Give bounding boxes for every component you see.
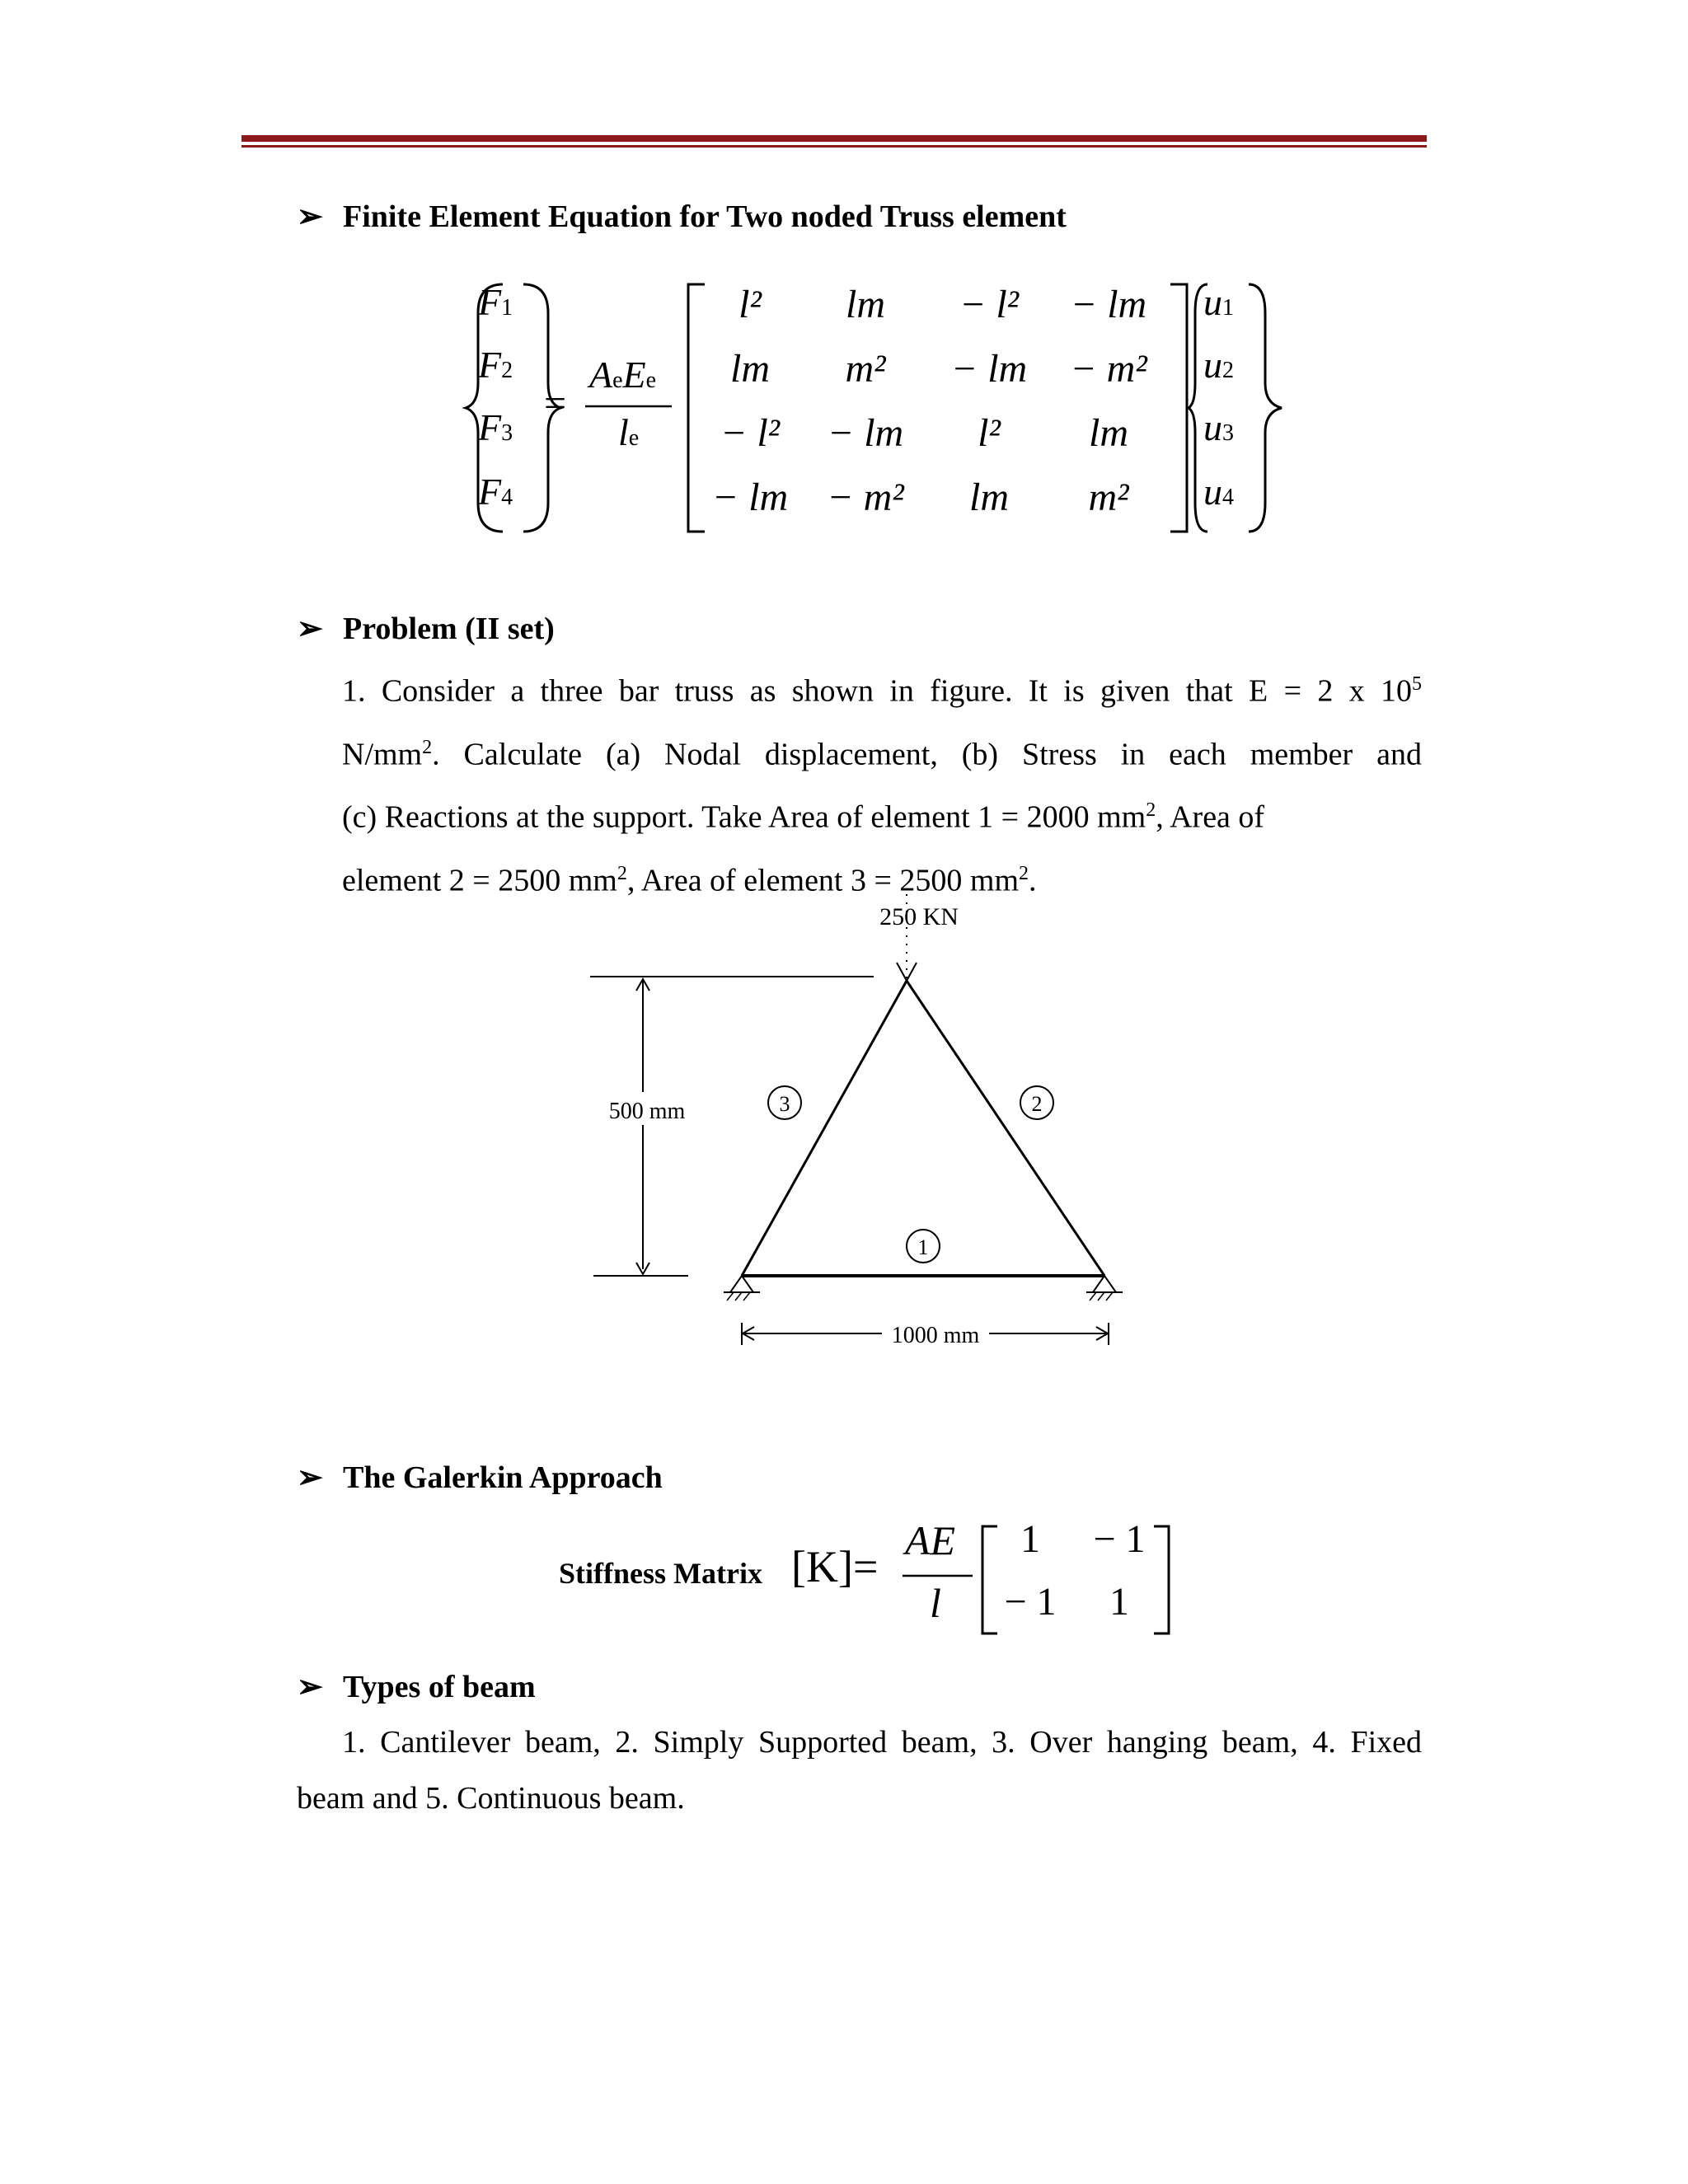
section-heading-beams: ➢ Types of beam bbox=[297, 1670, 536, 1704]
matrix-cell: lm bbox=[969, 476, 1009, 519]
bullet-arrow-icon: ➢ bbox=[297, 1460, 323, 1495]
header-rule bbox=[241, 135, 1427, 142]
matrix-cell: − lm bbox=[950, 347, 1028, 391]
stiffness-cell: − 1 bbox=[1093, 1517, 1146, 1561]
matrix-cell: lm bbox=[846, 283, 885, 326]
matrix-cell: − lm bbox=[711, 476, 789, 519]
bullet-arrow-icon: ➢ bbox=[297, 199, 323, 234]
bullet-arrow-icon: ➢ bbox=[297, 612, 323, 646]
matrix-cell: − m² bbox=[827, 476, 904, 519]
pin-support-left bbox=[724, 1276, 760, 1301]
bullet-arrow-icon: ➢ bbox=[297, 1670, 323, 1704]
pin-support-right bbox=[1086, 1276, 1123, 1301]
stiffness-matrix-label: Stiffness Matrix bbox=[559, 1557, 762, 1590]
height-label: 500 mm bbox=[608, 1099, 686, 1124]
displacement-3: u3 bbox=[1203, 406, 1234, 448]
beams-line-2: beam and 5. Continuous beam. bbox=[297, 1781, 685, 1816]
displacement-2: u2 bbox=[1203, 344, 1234, 386]
problem-paragraph bbox=[342, 656, 1422, 909]
matrix-cell: − lm bbox=[827, 411, 904, 455]
matrix-cell: lm bbox=[1089, 411, 1128, 455]
problem-line-3: (c) Reactions at the support. Take Area of element 1 = 2000 $mm^2$, Area of bbox=[342, 799, 1265, 835]
section-heading-galerkin: ➢ The Galerkin Approach bbox=[297, 1460, 663, 1495]
matrix-cell: lm bbox=[730, 347, 770, 391]
section-heading-problem: ➢ Problem (II set) bbox=[297, 612, 555, 646]
stiffness-matrix-equation bbox=[791, 1516, 1170, 1640]
coefficient-numerator: AeEe bbox=[589, 354, 657, 396]
truss-member-3 bbox=[742, 981, 907, 1276]
stiffness-cell: 1 bbox=[1109, 1580, 1129, 1624]
matrix-cell: l² bbox=[978, 411, 1001, 455]
equals-sign: = bbox=[544, 382, 567, 425]
beams-line-1: 1. Cantilever beam, 2. Simply Supported beam, 3. Over hanging beam, 4. Fixed bbox=[342, 1725, 1422, 1760]
load-label: 250 KN bbox=[879, 903, 959, 930]
element-label-3: 3 bbox=[779, 1092, 790, 1116]
force-3: F3 bbox=[478, 406, 513, 448]
matrix-cell: − lm bbox=[1070, 283, 1147, 326]
matrix-cell: − m² bbox=[1070, 347, 1147, 391]
problem-line-4: element 2 = 2500 $mm^2$, Area of element 3 = 2500 $mm^2$. bbox=[342, 862, 1037, 898]
force-4: F4 bbox=[478, 471, 513, 513]
matrix-cell: − l² bbox=[959, 283, 1020, 326]
stiffness-numerator: AE bbox=[905, 1517, 956, 1563]
truss-member-2 bbox=[907, 981, 1104, 1276]
truss-figure bbox=[577, 890, 1154, 1385]
matrix-cell: − l² bbox=[720, 411, 781, 455]
problem-line-1: 1. Consider a three bar truss as shown in figure. It is given that E = 2 x $10^5$ bbox=[342, 673, 1422, 709]
displacement-4: u4 bbox=[1203, 471, 1234, 513]
beams-paragraph bbox=[297, 1714, 1422, 1826]
displacement-1: u1 bbox=[1203, 281, 1234, 323]
stiffness-cell: − 1 bbox=[1004, 1580, 1057, 1624]
force-2: F2 bbox=[478, 344, 513, 386]
element-label-1: 1 bbox=[917, 1235, 929, 1259]
width-label: 1000 mm bbox=[891, 1323, 980, 1348]
problem-line-2: $N/mm^2$. Calculate (a) Nodal displacement, (b) Stress in each member and bbox=[342, 736, 1422, 772]
force-1: F1 bbox=[478, 281, 513, 323]
matrix-cell: l² bbox=[738, 283, 762, 326]
matrix-cell: m² bbox=[845, 347, 886, 391]
section-heading-fe-equation: ➢ Finite Element Equation for Two noded Truss element bbox=[297, 199, 1067, 234]
coefficient-denominator: le bbox=[618, 411, 640, 453]
header-rule-thin bbox=[241, 145, 1427, 148]
stiffness-denominator: l bbox=[930, 1580, 941, 1626]
stiffness-lhs: [K]= bbox=[791, 1542, 879, 1591]
matrix-cell: m² bbox=[1088, 476, 1129, 519]
stiffness-cell: 1 bbox=[1020, 1517, 1040, 1561]
fe-equation bbox=[462, 280, 1286, 536]
element-label-2: 2 bbox=[1031, 1092, 1043, 1116]
